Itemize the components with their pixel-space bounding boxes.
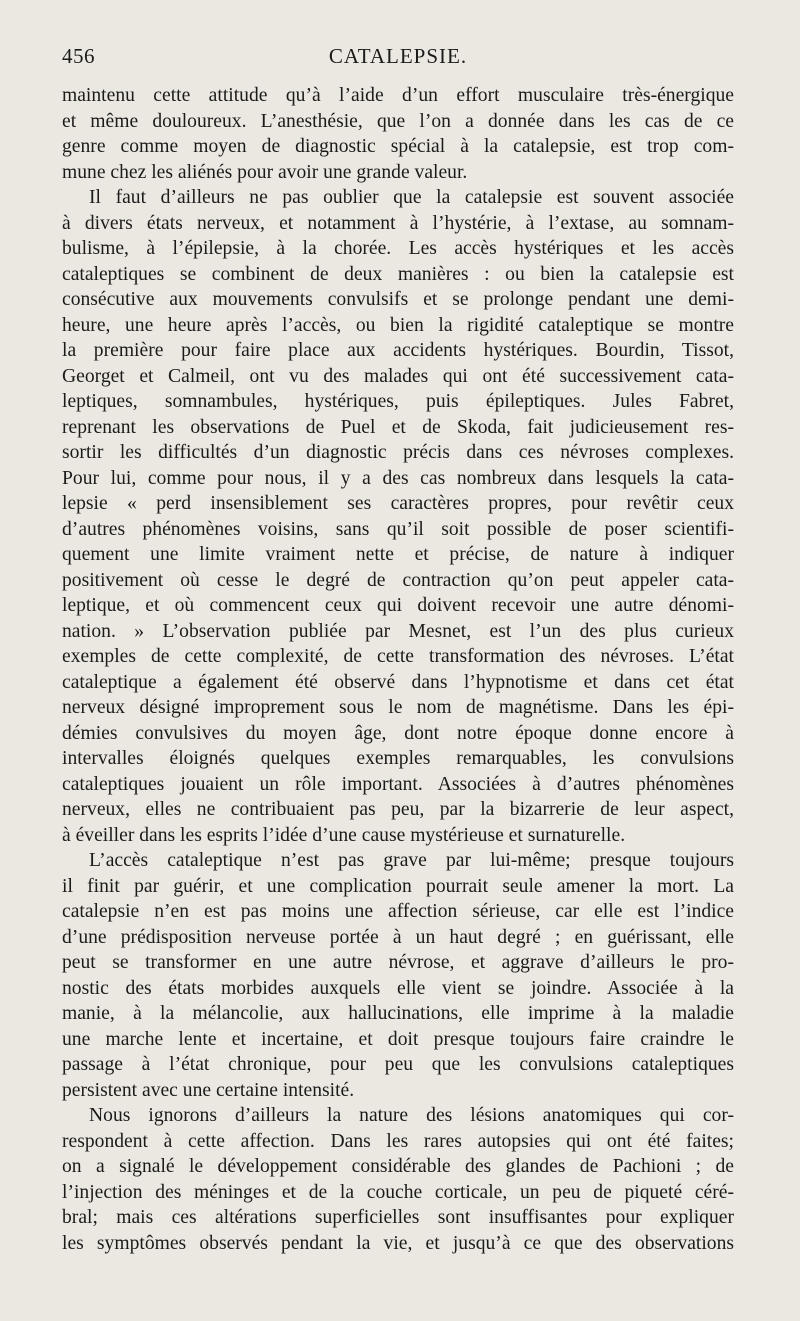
page-number: 456 xyxy=(62,44,95,68)
text-line: peut se transformer en une autre névrose, et aggrave d’ailleurs le pro- xyxy=(62,952,734,973)
text-line: intervalles éloignés quelques exemples remarquables, les convulsions xyxy=(62,748,734,769)
text-line: à divers états nerveux, et notamment à l’hystérie, à l’extase, au somnam- xyxy=(62,212,734,234)
text-line: persistent avec une certaine intensité. xyxy=(62,1079,355,1101)
text-line: consécutive aux mouvements convulsifs et se prolonge pendant une demi- xyxy=(62,289,734,310)
text-line: la première pour faire place aux accidents hystériques. Bourdin, Tissot, xyxy=(62,340,734,361)
paragraph xyxy=(62,848,734,1103)
text-line: une marche lente et incertaine, et doit presque toujours faire craindre le xyxy=(62,1028,734,1050)
text-line: reprenant les observations de Puel et de Skoda, fait judicieusement res- xyxy=(62,416,734,438)
text-line: bulisme, à l’épilepsie, à la chorée. Les accès hystériques et les accès xyxy=(62,238,734,259)
text-line: sortir les difficultés d’un diagnostic précis dans ces névroses complexes. xyxy=(62,442,734,463)
text-line: Georget et Calmeil, ont vu des malades qui ont été successivement cata- xyxy=(62,365,734,387)
paragraph xyxy=(62,83,734,185)
running-title: CATALEPSIE. xyxy=(328,44,468,68)
text-line: d’autres phénomènes voisins, sans qu’il soit possible de poser scientifi- xyxy=(62,518,734,540)
text-line: leptiques, somnambules, hystériques, puis épileptiques. Jules Fabret, xyxy=(62,391,734,412)
running-head xyxy=(62,44,734,74)
text-line: heure, une heure après l’accès, ou bien la rigidité cataleptique se montre xyxy=(62,314,734,336)
text-line: cataleptiques jouaient un rôle important. Associées à d’autres phénomènes xyxy=(62,773,734,795)
text-line: exemples de cette complexité, de cette transformation des névroses. L’état xyxy=(62,646,734,667)
text-line: maintenu cette attitude qu’à l’aide d’un effort musculaire très-énergique xyxy=(62,85,734,106)
text-line: positivement où cesse le degré de contraction qu’on peut appeler cata- xyxy=(62,569,734,591)
text-line: à éveiller dans les esprits l’idée d’une cause mystérieuse et surnaturelle. xyxy=(62,824,626,846)
text-line: Pour lui, comme pour nous, il y a des cas nombreux dans lesquels la cata- xyxy=(62,467,734,489)
text-line: cataleptique a également été observé dans l’hypnotisme et dans cet état xyxy=(62,671,734,693)
paragraph xyxy=(62,1103,734,1256)
text-line: quement une limite vraiment nette et précise, de nature à indiquer xyxy=(62,544,734,565)
text-line: il finit par guérir, et une complication pourrait seule amener la mort. La xyxy=(62,875,734,897)
text-line: genre comme moyen de diagnostic spécial à la catalepsie, est trop com- xyxy=(62,136,734,157)
body-text xyxy=(62,83,734,1256)
text-line: Il faut d’ailleurs ne pas oublier que la catalepsie est souvent associée xyxy=(89,187,734,208)
paragraph xyxy=(62,185,734,848)
text-line: manie, à la mélancolie, aux hallucinations, elle imprime à la maladie xyxy=(62,1003,734,1024)
text-line: démies convulsives du moyen âge, dont notre époque donne encore à xyxy=(62,722,734,744)
text-line: mune chez les aliénés pour avoir une grande valeur. xyxy=(62,161,468,183)
text-line: nerveux désigné improprement sous le nom de magnétisme. Dans les épi- xyxy=(62,697,734,718)
text-line: nerveux, elles ne contribuaient pas peu, par la bizarrerie de leur aspect, xyxy=(62,799,734,820)
text-line: d’une prédisposition nerveuse portée à un haut degré ; en guérissant, elle xyxy=(62,926,734,948)
text-line: on a signalé le développement considérable des glandes de Pachioni ; de xyxy=(62,1156,734,1177)
text-line: respondent à cette affection. Dans les rares autopsies qui ont été faites; xyxy=(62,1130,734,1152)
text-line: catalepsie n’en est pas moins une affection sérieuse, car elle est l’indice xyxy=(62,901,734,922)
text-line: l’injection des méninges et de la couche corticale, un peu de piqueté céré- xyxy=(62,1181,734,1203)
text-line: les symptômes observés pendant la vie, et jusqu’à ce que des observations xyxy=(62,1232,734,1254)
text-line: L’accès cataleptique n’est pas grave par lui-même; presque toujours xyxy=(89,850,734,871)
text-line: lepsie « perd insensiblement ses caractères propres, pour revêtir ceux xyxy=(62,493,734,514)
text-line: leptique, et où commencent ceux qui doivent recevoir une autre dénomi- xyxy=(62,595,734,616)
text-line: cataleptiques se combinent de deux manières : ou bien la catalepsie est xyxy=(62,263,734,285)
text-line: passage à l’état chronique, pour peu que les convulsions cataleptiques xyxy=(62,1054,734,1075)
text-line: et même douloureux. L’anesthésie, que l’on a donnée dans les cas de ce xyxy=(62,110,734,132)
text-line: nation. » L’observation publiée par Mesnet, est l’un des plus curieux xyxy=(62,620,734,642)
text-line: bral; mais ces altérations superficielles sont insuffisantes pour expliquer xyxy=(62,1207,734,1228)
text-line: nostic des états morbides auxquels elle vient se joindre. Associée à la xyxy=(62,977,734,999)
text-line: Nous ignorons d’ailleurs la nature des lésions anatomiques qui cor- xyxy=(89,1105,734,1126)
